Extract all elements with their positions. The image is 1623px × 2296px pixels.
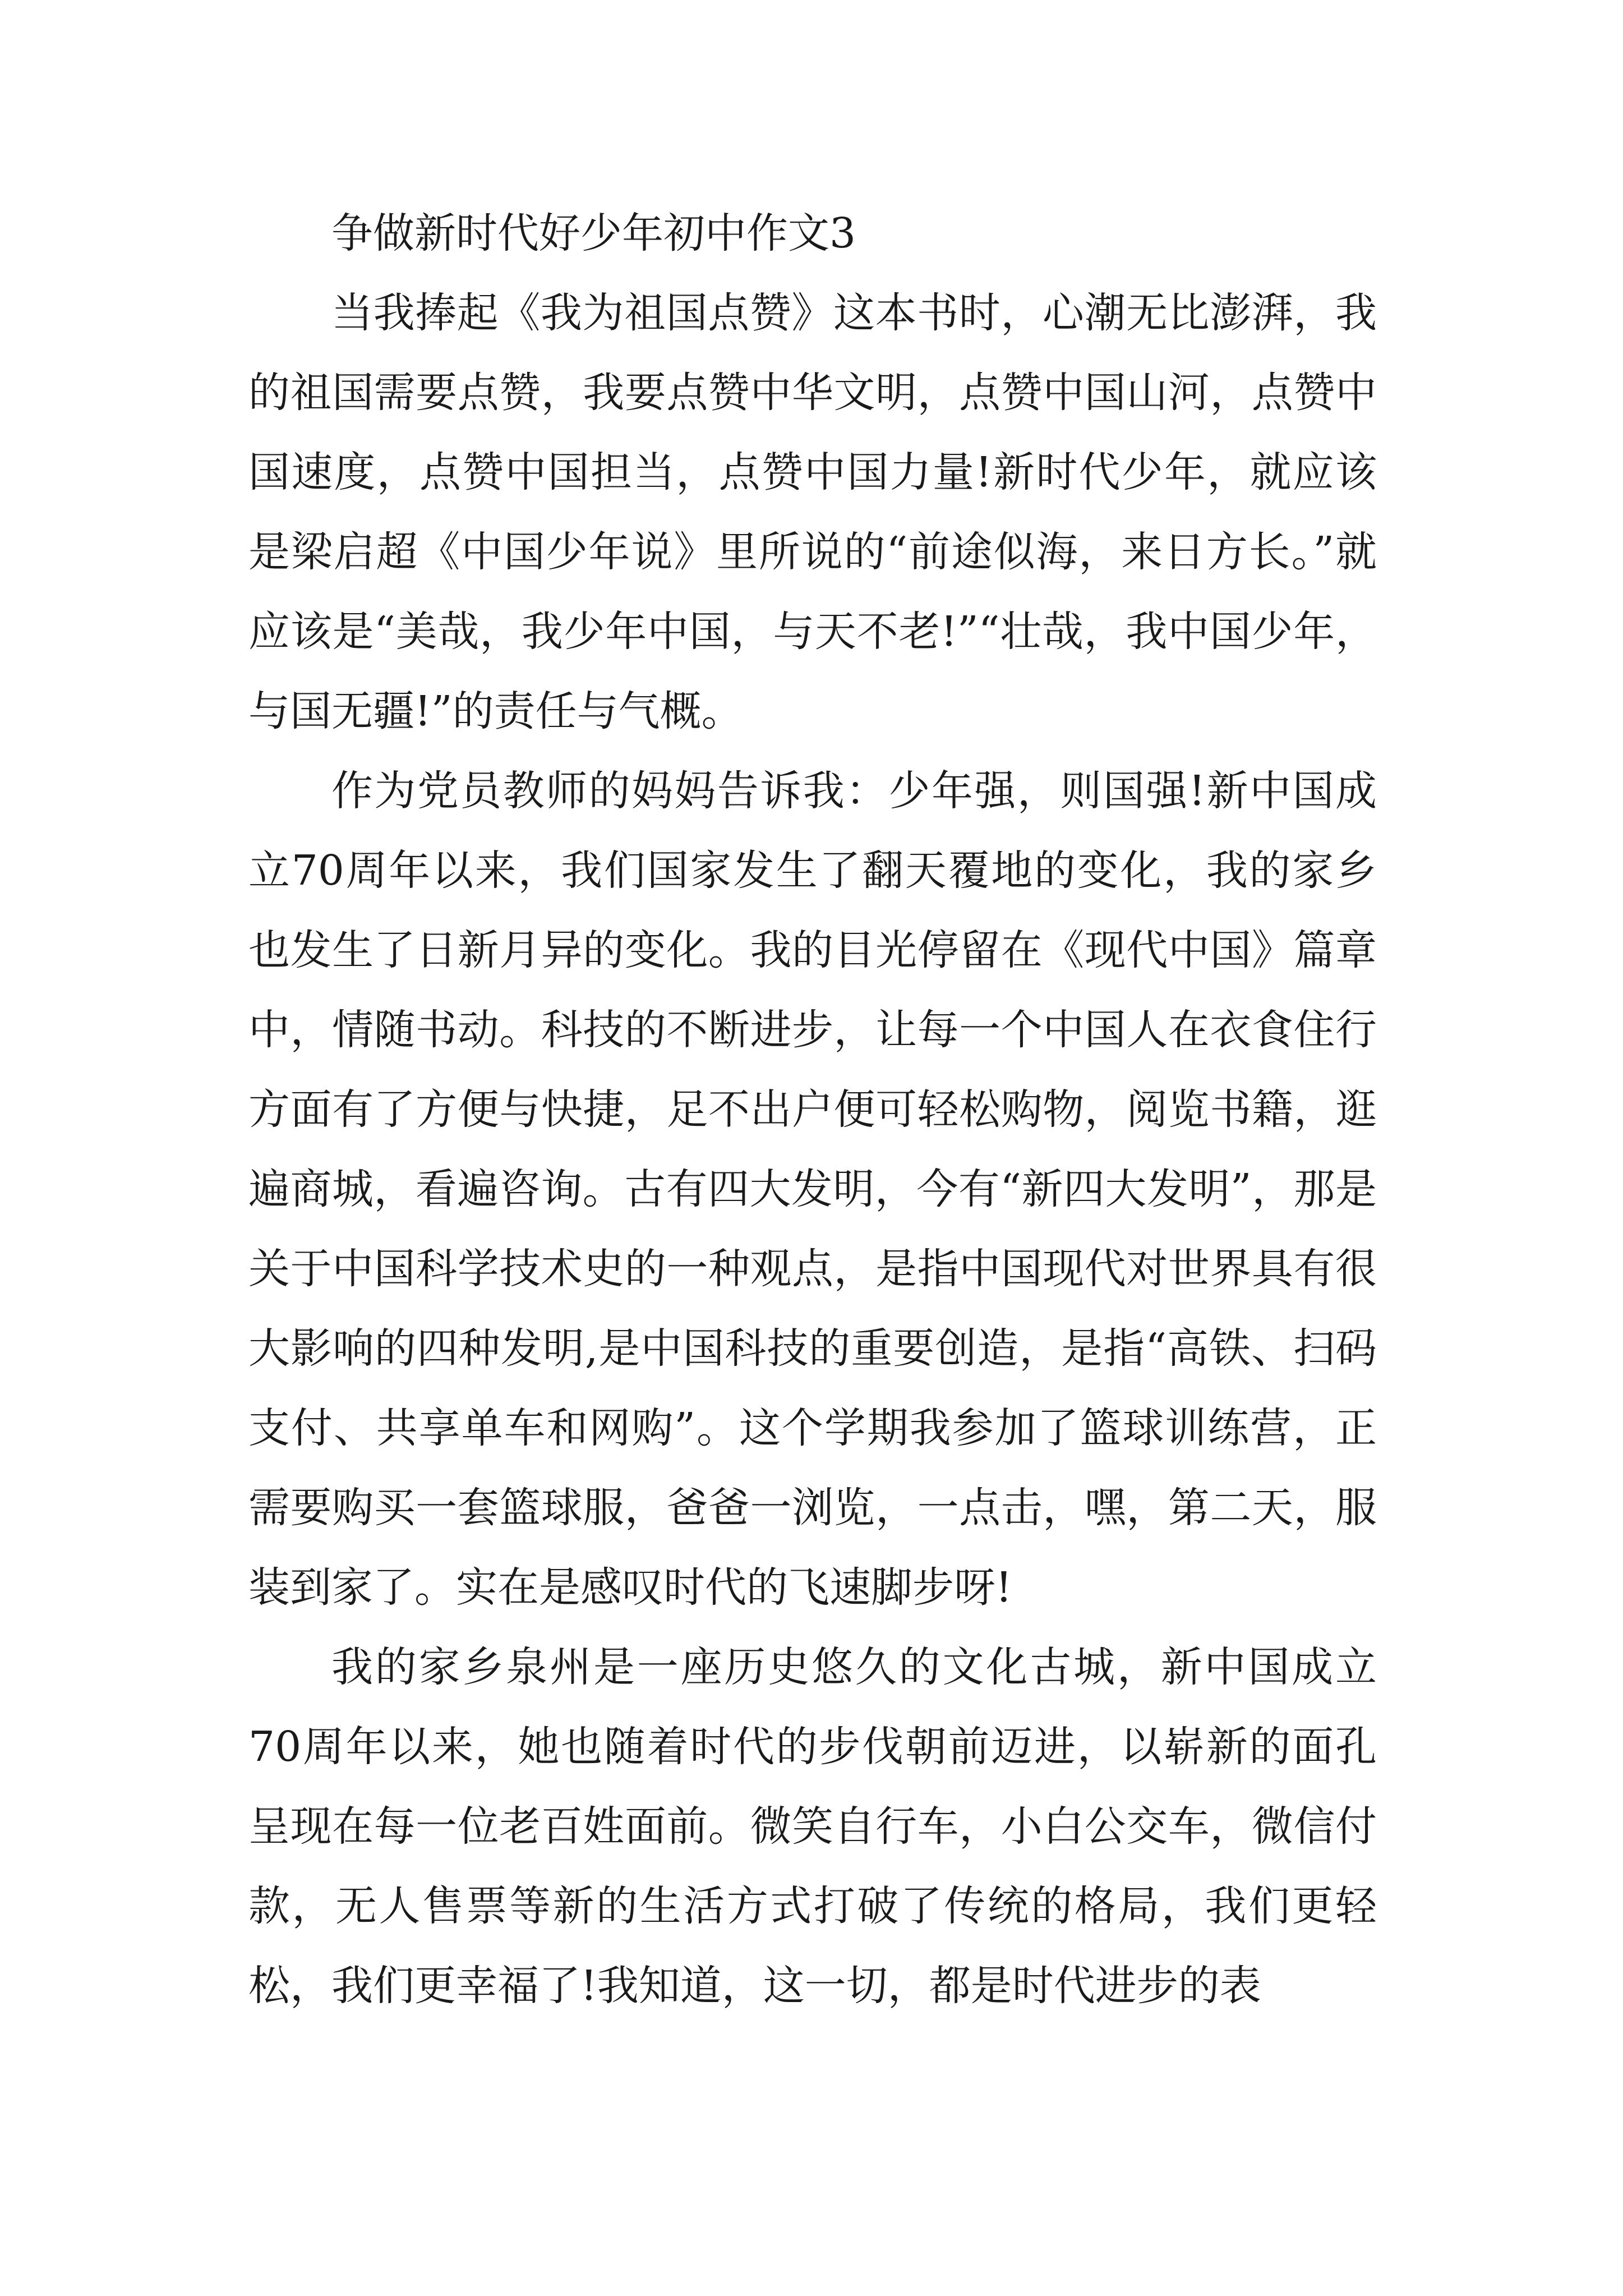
- paragraph-1: 当我捧起《我为祖国点赞》这本书时，心潮无比澎湃，我的祖国需要点赞，我要点赞中华文明，点赞中国山河，点赞中国速度，点赞中国担当，点赞中国力量!新时代少年，就应该是梁启超《中国少年说》里所说的“前途似海，来日方长。”就应该是“美哉，我少年中国，与天不老!”“壮哉，我中国少年，与国无疆!”的责任与气概。: [248, 289, 1377, 735]
- paragraph-2: 作为党员教师的妈妈告诉我：少年强，则国强!新中国成立70周年以来，我们国家发生了翻天覆地的变化，我的家乡也发生了日新月异的变化。我的目光停留在《现代中国》篇章中，情随书动。科技的不断进步，让每一个中国人在衣食住行方面有了方便与快捷，足不出户便可轻松购物，阅览书籍，逛遍商城，看遍咨询。古有四大发明，今有“新四大发明”，那是关于中国科学技术史的一种观点，是指中国现代对世界具有很大影响的四种发明,是中国科技的重要创造，是指“高铁、扫码支付、共享单车和网购”。这个学期我参加了篮球训练营，正需要购买一套篮球服，爸爸一浏览，一点击，嘿，第二天，服装到家了。实在是感叹时代的飞速脚步呀!: [248, 767, 1377, 1612]
- essay-body: [248, 194, 1377, 2026]
- paragraph-3: 我的家乡泉州是一座历史悠久的文化古城，新中国成立70周年以来，她也随着时代的步伐朝前迈进，以崭新的面孔呈现在每一位老百姓面前。微笑自行车，小白公交车，微信付款，无人售票等新的生活方式打破了传统的格局，我们更轻松，我们更幸福了!我知道，这一切，都是时代进步的表: [248, 1643, 1377, 2010]
- essay-title: 争做新时代好少年初中作文3: [331, 209, 856, 257]
